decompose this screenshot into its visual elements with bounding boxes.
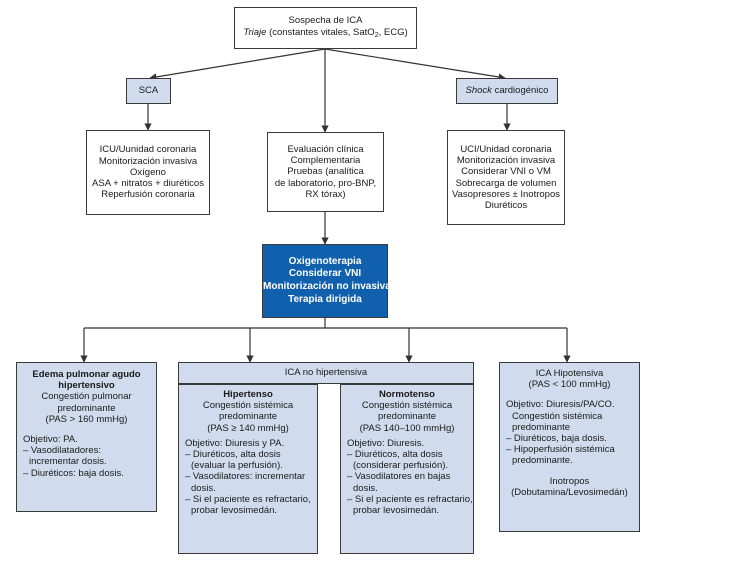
hipotensiva-goal-line: – Hipoperfusión sistémica <box>506 444 615 456</box>
core-treatment-line: Considerar VNI <box>288 268 362 280</box>
evaluation-line: Complementaria <box>290 155 361 167</box>
hipotensiva-goal-line: – Diuréticos, baja dosis. <box>506 433 607 445</box>
hipotensiva-goal-line: Congestión sistémica <box>512 410 603 422</box>
evaluation-line: Pruebas (analítica <box>287 166 364 178</box>
normotenso-goal-line: – Si el paciente es refractario, <box>347 493 473 505</box>
hipertenso-goal-line: Objetivo: Diuresis y PA. <box>185 437 285 449</box>
hipertenso-goal-line: dosis. <box>191 482 216 494</box>
hipertenso-desc-line: predominante <box>218 411 278 423</box>
sca-action-line: Oxígeno <box>130 166 166 178</box>
shock-action-line: Considerar VNI o VM <box>461 166 551 178</box>
core-treatment-line: Terapia dirigida <box>288 293 362 305</box>
edema-title-line: hipertensivo <box>58 380 115 392</box>
inotropes-note <box>506 476 633 498</box>
arrow-to-sca <box>150 49 325 78</box>
hipertenso-goal-line: probar levosimedán. <box>191 505 278 517</box>
edema-desc-line: predominante <box>57 402 116 414</box>
suspected-ica-title: Sospecha de ICA <box>288 15 363 27</box>
evaluation-line: Evaluación clínica <box>287 143 364 155</box>
sca-box: SCA <box>126 78 171 104</box>
suspected-ica-box <box>234 7 417 49</box>
normotenso-goal-line: dosis. <box>353 482 378 494</box>
normotenso-title: Normotenso <box>379 389 435 400</box>
shock-action-line: Sobrecarga de volumen <box>455 177 557 189</box>
edema-desc-line: Congestión pulmonar <box>41 391 132 403</box>
hipertenso-goal-line: (evaluar la perfusión). <box>191 460 283 472</box>
normotenso-goal-line: probar levosimedán. <box>353 505 440 517</box>
edema-box <box>16 362 157 512</box>
edema-goal-line: Objetivo: PA. <box>23 434 78 446</box>
normotenso-goal-line: – Diuréticos, alta dosis <box>347 449 443 461</box>
edema-goals <box>23 434 150 479</box>
edema-goal-line: – Vasodilatadores: <box>23 445 101 457</box>
evaluation-line: de laboratorio, pro-BNP, <box>274 177 377 189</box>
shock-action-line: Vasopresores ± Inotropos <box>451 188 560 200</box>
sca-action-line: Monitorización invasiva <box>98 155 198 167</box>
normotenso-goal-line: Objetivo: Diuresis. <box>347 437 425 449</box>
normotenso-goals <box>347 437 473 517</box>
normotenso-desc-line: (PAS 140–100 mmHg) <box>359 422 455 434</box>
triage-line: Triaje (constantes vitales, SatO$_2$, ECG) <box>243 26 408 39</box>
hipertenso-desc-line: Congestión sistémica <box>202 400 294 412</box>
normotenso-desc-line: predominante <box>377 411 437 423</box>
hipertenso-description <box>185 400 311 434</box>
shock-action-line: Monitorización invasiva <box>456 155 556 167</box>
edema-description <box>23 391 150 425</box>
hipertenso-desc-line: (PAS ≥ 140 mmHg) <box>207 422 289 434</box>
normotenso-goal-line: – Vasodilatores en bajas <box>347 471 451 483</box>
sca-action-line: Reperfusión coronaria <box>101 189 195 201</box>
hipotensiva-goal-line: Objetivo: Diuresis/PA/CO. <box>506 399 615 411</box>
hipertenso-goals <box>185 438 311 516</box>
hipertenso-box <box>178 384 318 554</box>
edema-goal-line: incrementar dosis. <box>29 456 107 468</box>
hipertenso-goal-line: – Si el paciente es refractario, <box>185 493 311 505</box>
shock-action-line: Diuréticos <box>484 199 528 211</box>
edema-desc-line: (PAS > 160 mmHg) <box>45 413 128 425</box>
normotenso-desc-line: Congestión sistémica <box>361 400 453 412</box>
hipertenso-goal-line: – Diuréticos, alta dosis <box>185 449 281 461</box>
non-hypertensive-header: ICA no hipertensiva <box>178 362 474 384</box>
hipotensiva-goal-line: predominante <box>512 421 571 433</box>
hipertenso-goal-line: – Vasodilatores: incrementar <box>185 471 306 483</box>
normotenso-box <box>340 384 474 554</box>
shock-action-line: UCI/Unidad coronaria <box>460 143 552 155</box>
core-treatment-box <box>262 244 391 318</box>
sca-actions-box <box>86 130 210 215</box>
normotenso-goal-line: (considerar perfusión). <box>353 460 449 472</box>
normotenso-description <box>347 400 467 434</box>
edema-goal-line: – Diuréticos: baja dosis. <box>23 467 124 479</box>
core-treatment-line: Oxigenoterapia <box>288 255 362 267</box>
shock-box: Shock cardiogénico <box>456 78 558 104</box>
arrow-to-shock <box>325 49 505 78</box>
hipotensiva-box <box>499 362 640 532</box>
hipotensiva-title-line: ICA Hipotensiva <box>535 368 604 379</box>
evaluation-box <box>267 132 384 212</box>
core-treatment-line: Monitorización no invasiva <box>263 281 391 292</box>
sca-action-line: ICU/Uunidad coronaria <box>99 144 197 156</box>
hipotensiva-goal-line: predominante. <box>512 455 573 467</box>
sca-action-line: ASA + nitratos + diuréticos <box>92 178 204 190</box>
hipotensiva-title <box>506 368 633 390</box>
edema-title-line: Edema pulmonar agudo <box>32 369 141 380</box>
inotropes-line: Inotropos <box>549 475 590 487</box>
shock-actions-box <box>447 130 565 225</box>
hipertenso-title: Hipertenso <box>223 389 273 400</box>
evaluation-line: RX tórax) <box>305 188 346 200</box>
hipotensiva-title-line: (PAS < 100 mmHg) <box>528 379 611 391</box>
edema-title <box>23 369 150 391</box>
hipotensiva-goals <box>506 399 633 466</box>
inotropes-line: (Dobutamina/Levosimedán) <box>511 486 628 498</box>
